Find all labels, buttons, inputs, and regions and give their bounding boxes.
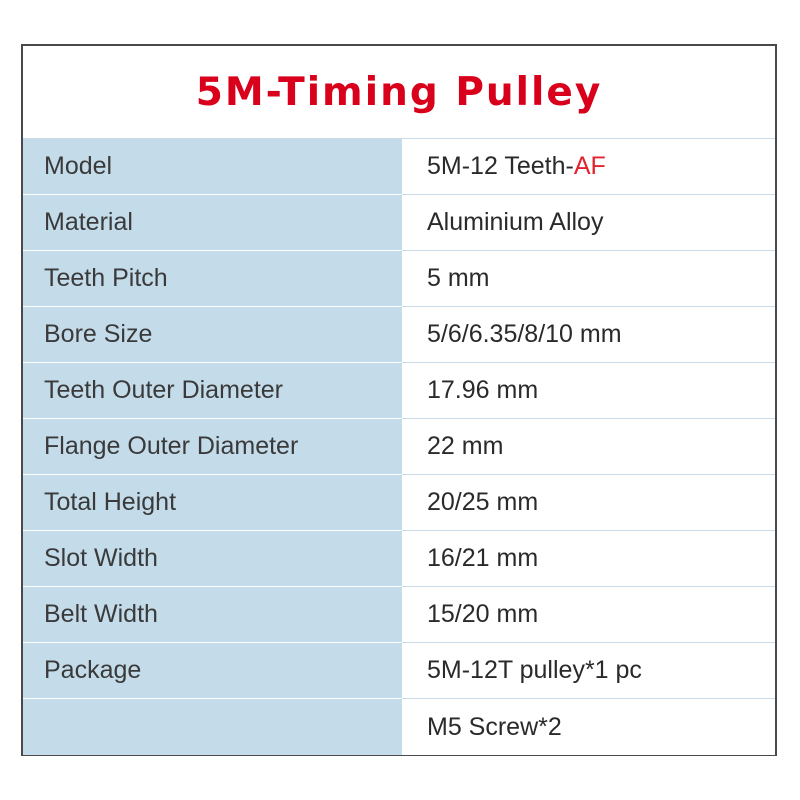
row-label: Flange Outer Diameter <box>23 419 402 475</box>
table-title: 5M-Timing Pulley <box>23 46 775 139</box>
row-value-accent: AF <box>573 152 606 180</box>
row-label: Model <box>23 139 402 195</box>
row-value: 22 mm <box>402 419 775 475</box>
row-value: M5 Screw*2 <box>402 699 775 755</box>
row-value: 5 mm <box>402 251 775 307</box>
row-label: Slot Width <box>23 531 402 587</box>
row-label: Teeth Outer Diameter <box>23 363 402 419</box>
row-label: Material <box>23 195 402 251</box>
row-value: Aluminium Alloy <box>402 195 775 251</box>
table-row-material <box>23 195 775 251</box>
row-label: Bore Size <box>23 307 402 363</box>
table-row-flange-outer-diameter <box>23 419 775 475</box>
row-value <box>402 139 775 195</box>
row-value-text: 5M-12 Teeth- <box>427 152 574 180</box>
row-label: Belt Width <box>23 587 402 643</box>
row-value: 5/6/6.35/8/10 mm <box>402 307 775 363</box>
table-row-package <box>23 643 775 699</box>
table-row-teeth-pitch <box>23 251 775 307</box>
table-row-belt-width <box>23 587 775 643</box>
spec-table <box>21 44 777 756</box>
row-label: Total Height <box>23 475 402 531</box>
table-row-teeth-outer-diameter <box>23 363 775 419</box>
row-value: 17.96 mm <box>402 363 775 419</box>
row-value: 16/21 mm <box>402 531 775 587</box>
table-row-total-height <box>23 475 775 531</box>
table-row-package-extra <box>23 699 775 755</box>
row-label <box>23 699 402 755</box>
row-value: 15/20 mm <box>402 587 775 643</box>
row-label: Package <box>23 643 402 699</box>
table-row-bore-size <box>23 307 775 363</box>
row-label: Teeth Pitch <box>23 251 402 307</box>
row-value: 20/25 mm <box>402 475 775 531</box>
table-row-slot-width <box>23 531 775 587</box>
table-row-model <box>23 139 775 195</box>
row-value: 5M-12T pulley*1 pc <box>402 643 775 699</box>
